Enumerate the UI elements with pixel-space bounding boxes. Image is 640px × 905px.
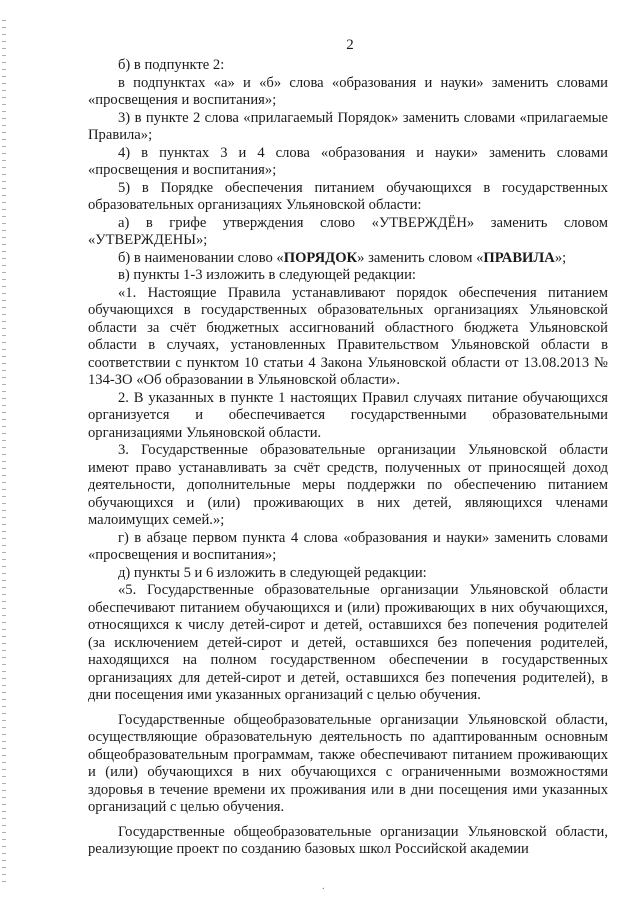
paragraph-subpoints-a-b: в подпунктах «а» и «б» слова «образования и науки» заменить словами «просвещения и воспитания»;: [88, 74, 608, 108]
paragraph-rule-3: 3. Государственные образовательные организации Ульяновской области имеют право устанавливать за счёт средств, полученных от приносящей доход деятельности, дополнительные меры поддержки по обеспечению питанием обучающихся и (или) проживающих в них детей, являющихся членами малоимущих семей.»;: [88, 442, 608, 528]
page-number: 2: [346, 37, 354, 53]
item-b-middle: » заменить словом «: [357, 249, 484, 266]
item-b-old-word: ПОРЯДОК: [283, 249, 358, 266]
paragraph-item-4: 4) в пунктах 3 и 4 слова «образования и науки» заменить словами «просвещения и воспитания»;: [88, 144, 608, 178]
item-b-prefix: б) в наименовании слово «: [118, 249, 284, 266]
paragraph-item-b-title: [88, 250, 608, 268]
paragraph-item-v: в) пункты 1-3 изложить в следующей редакции:: [118, 267, 416, 283]
document-body: [88, 57, 608, 859]
paragraph-item-a: а) в грифе утверждения слово «УТВЕРЖДЁН» заменить словом «УТВЕРЖДЕНЫ»;: [88, 214, 608, 248]
item-b-suffix: »;: [554, 249, 567, 266]
paragraph-item-5: 5) в Порядке обеспечения питанием обучающихся в государственных образовательных организациях Ульяновской области:: [88, 179, 608, 213]
paragraph-adapted-programs: Государственные общеобразовательные организации Ульяновской области, осуществляющие образовательную деятельность по адаптированным основным общеобразовательным программам, также обеспечивают питанием проживающих и (или) обучающихся в них обучающихся с ограниченными возможностями здоровья в течение времени их проживания или в дни посещения ими указанных организаций с целью обучения.: [88, 711, 608, 815]
paragraph-rule-1: «1. Настоящие Правила устанавливают порядок обеспечения питанием обучающихся в государственных образовательных организациях Ульяновской области за счёт бюджетных ассигнований областного бюджета Ульяновской области в случаях, установленных Правительством Ульяновской области в соответствии с пунктом 10 статьи 4 Закона Ульяновской области от 13.08.2013 № 134-ЗО «Об образовании в Ульяновской области».: [88, 284, 608, 388]
paragraph-subpoint-b: б) в подпункте 2:: [118, 57, 225, 73]
scan-edge-marks: [2, 20, 6, 885]
paragraph-item-3: 3) в пункте 2 слова «прилагаемый Порядок» заменить словами «прилагаемые Правила»;: [88, 109, 608, 143]
item-b-new-word: ПРАВИЛА: [483, 249, 555, 266]
paragraph-base-schools: Государственные общеобразовательные организации Ульяновской области, реализующие проект по созданию базовых школ Российской академии: [88, 823, 608, 857]
paragraph-rule-2: 2. В указанных в пункте 1 настоящих Правил случаях питание обучающихся организуется и обеспечивается государственными образовательными организациями Ульяновской области.: [88, 389, 608, 441]
bottom-mark: .: [322, 881, 325, 892]
paragraph-rule-5: «5. Государственные образовательные организации Ульяновской области обеспечивают питанием обучающихся и (или) проживающих в них обучающихся, относящихся к числу детей-сирот и детей, оставшихся без попечения родителей (за исключением детей-сирот и детей, оставшихся без попечения родителей, находящихся на полном государственном обеспечении в государственных организациях для детей-сирот и детей, оставшихся без попечения родителей), в дни посещения ими указанных организаций с целью обучения.: [88, 582, 608, 703]
paragraph-item-d: д) пункты 5 и 6 изложить в следующей редакции:: [118, 564, 427, 581]
paragraph-item-g: г) в абзаце первом пункта 4 слова «образования и науки» заменить словами «просвещения и воспитания»;: [88, 529, 608, 563]
